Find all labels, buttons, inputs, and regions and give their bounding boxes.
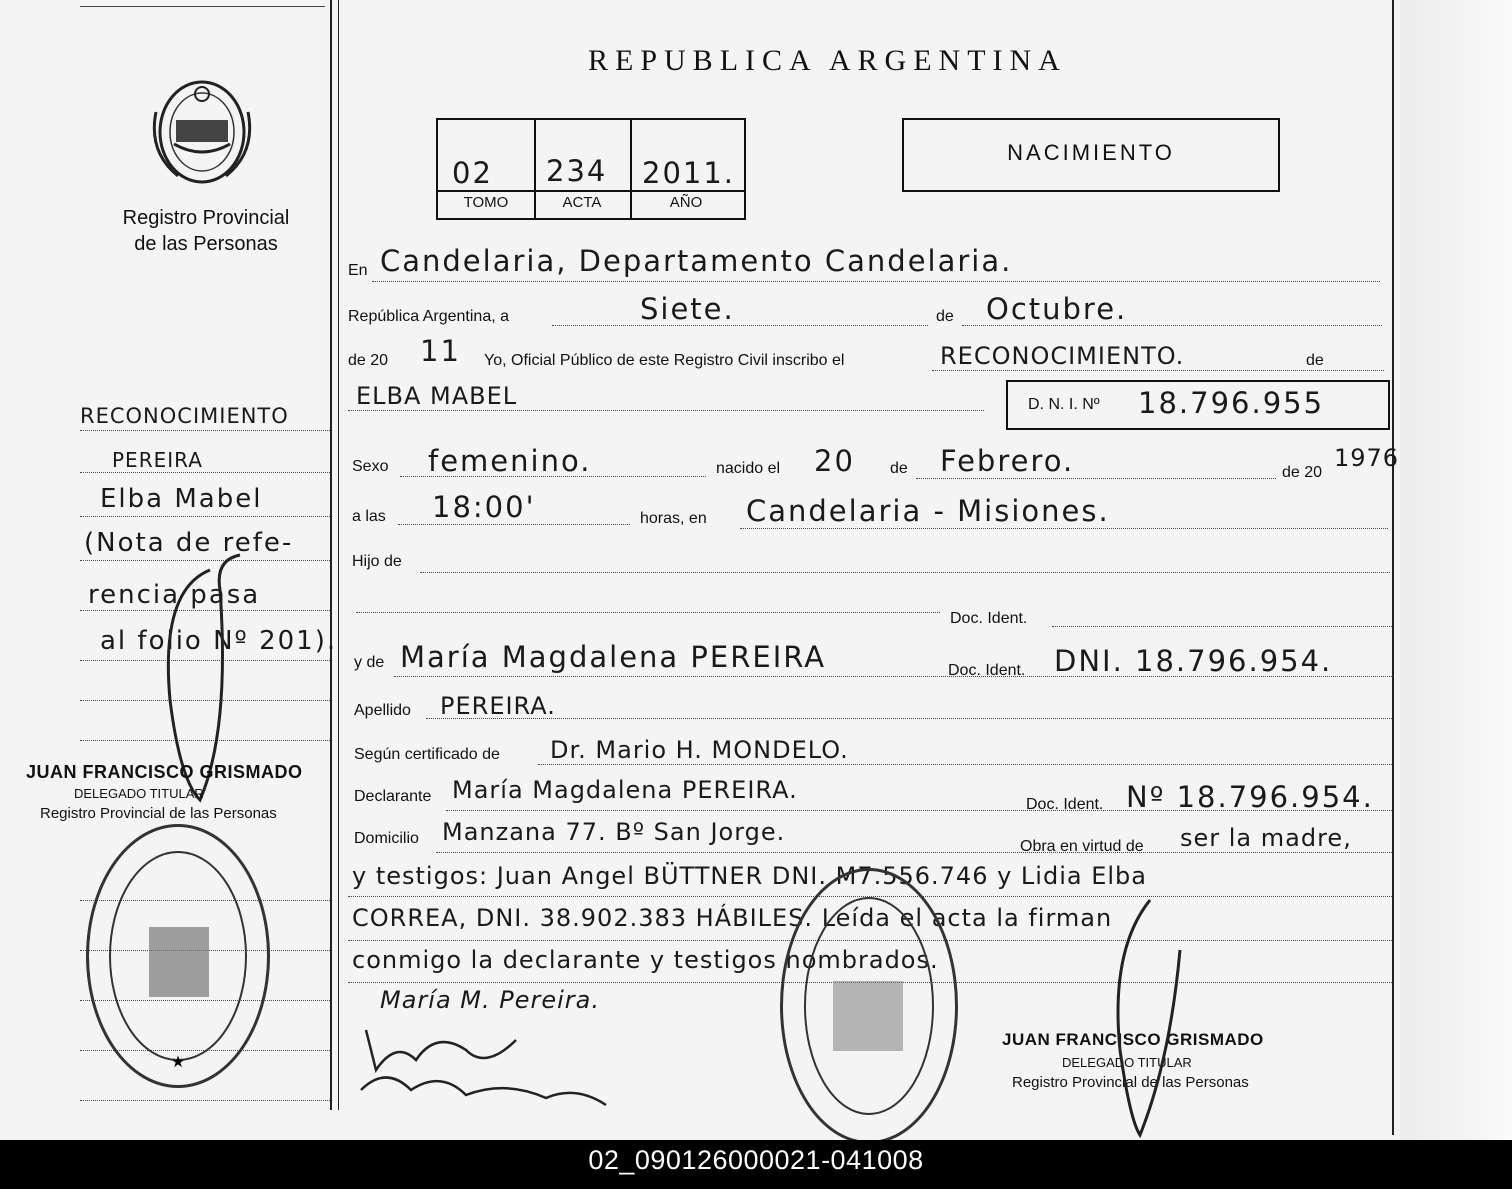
hijo-label: Hijo de — [352, 553, 402, 570]
right-stamp-title: DELEGADO TITULAR — [1062, 1055, 1192, 1070]
certificado-rule — [538, 764, 1392, 765]
declarante-rule — [446, 810, 1392, 811]
right-official-seal — [780, 868, 958, 1144]
apellido-value: PEREIRA. — [440, 692, 556, 720]
de-label-2: de — [1306, 352, 1324, 369]
de20b-label: de 20 — [1282, 464, 1323, 481]
anio-value: 2011. — [642, 156, 736, 190]
alas-label: a las — [352, 508, 386, 525]
hijo-rule — [420, 572, 1390, 573]
acta-label: ACTA — [562, 194, 602, 211]
record-number-box — [436, 118, 746, 220]
mes-value: Octubre. — [986, 292, 1128, 326]
sexo-label: Sexo — [352, 458, 389, 475]
dia-value: Siete. — [640, 292, 735, 326]
domicilio-rule — [436, 852, 1392, 853]
padre-rule — [356, 612, 940, 613]
sexo-rule — [400, 476, 706, 477]
act-type-label: NACIMIENTO — [1007, 140, 1175, 165]
margin-note-line-6: al folio Nº 201). — [100, 626, 338, 656]
declarante-value: María Magdalena PEREIRA. — [452, 776, 798, 804]
acta-value: 234 — [546, 154, 608, 188]
mes-nac-rule — [916, 478, 1276, 479]
dia-rule — [552, 325, 928, 326]
domicilio-label: Domicilio — [354, 830, 419, 847]
tomo-label: TOMO — [463, 194, 509, 211]
mes-rule — [962, 325, 1382, 326]
right-stamp-name: JUAN FRANCISCO GRISMADO — [1002, 1030, 1264, 1049]
margin-note-line-5: rencia pasa — [88, 580, 261, 610]
registry-line-1: Registro Provincial — [122, 207, 290, 229]
madre-doc-value: DNI. 18.796.954. — [1054, 644, 1333, 678]
margin-note-line-4: (Nota de refe- — [84, 528, 294, 558]
domicilio-value: Manzana 77. Bº San Jorge. — [442, 818, 786, 846]
top-rule-left — [80, 6, 325, 7]
en-label: En — [348, 262, 368, 279]
texto-linea-1: y testigos: Juan Angel BÜTTNER DNI. M7.556.746 y Lidia Elba — [352, 862, 1147, 890]
nombre-rule — [348, 410, 984, 411]
margin-rule-2 — [80, 472, 330, 473]
dni-label: D. N. I. Nº — [1028, 396, 1100, 413]
nacido-label: nacido el — [716, 460, 781, 477]
firma-declarante: María M. Pereira. — [380, 986, 600, 1014]
dni-box — [1006, 380, 1390, 430]
act-type-box — [902, 118, 1280, 192]
nombre-value: ELBA MABEL — [356, 382, 518, 410]
obra-value: ser la madre, — [1180, 824, 1352, 852]
doc-ident-label-declarante: Doc. Ident. — [1026, 796, 1104, 813]
margin-rule-13 — [80, 1100, 330, 1101]
left-stamp-title: DELEGADO TITULAR — [74, 786, 204, 801]
lugar-value: Candelaria - Misiones. — [746, 494, 1110, 528]
nacido-dia: 20 — [814, 444, 855, 478]
document-id: 02_090126000021-041008 — [588, 1145, 924, 1175]
de-label: de — [936, 308, 954, 325]
sexo-value: femenino. — [428, 444, 592, 478]
texto-linea-3: conmigo la declarante y testigos nombrados. — [352, 946, 939, 974]
margin-note-line-1: RECONOCIMIENTO — [80, 404, 289, 428]
nacido-mes: Febrero. — [940, 444, 1075, 478]
doc-ident-label-madre: Doc. Ident. — [948, 662, 1026, 679]
de20-label: de 20 — [348, 352, 389, 369]
obra-label: Obra en virtud de — [1020, 838, 1144, 855]
republica-label: República Argentina, a — [348, 308, 509, 325]
segun-label: Según certificado de — [354, 746, 500, 763]
dni-value: 18.796.955 — [1138, 386, 1325, 420]
margin-rule-3 — [80, 516, 330, 517]
margin-rule-1 — [80, 430, 330, 431]
right-stamp-registry: Registro Provincial de las Personas — [1012, 1074, 1249, 1091]
svg-text:★: ★ — [170, 1052, 186, 1071]
en-value: Candelaria, Departamento Candelaria. — [380, 244, 1013, 278]
margin-note-line-2: PEREIRA — [112, 448, 203, 472]
certificado-value: Dr. Mario H. MONDELO. — [550, 736, 849, 764]
page-edge-shadow — [1400, 0, 1512, 1140]
anio-escrito: 11 — [420, 334, 461, 368]
texto-linea-2: CORREA, DNI. 38.902.383 HÁBILES. Leída el acta la firman — [352, 904, 1113, 932]
registry-name — [100, 205, 312, 257]
registry-line-2: de las Personas — [134, 233, 278, 255]
yde-label: y de — [354, 654, 385, 671]
padre-doc-rule — [1052, 626, 1392, 627]
page-right-border — [1392, 0, 1394, 1135]
coat-of-arms-emblem — [148, 72, 256, 190]
column-divider — [330, 0, 332, 1110]
horas-label: horas, en — [640, 510, 707, 527]
nacido-anio: 1976 — [1334, 444, 1400, 472]
margin-note-line-3: Elba Mabel — [100, 484, 263, 514]
declarante-label: Declarante — [354, 788, 432, 805]
doc-ident-label-padre: Doc. Ident. — [950, 610, 1028, 627]
anio-label: AÑO — [669, 194, 703, 211]
apellido-label: Apellido — [354, 702, 411, 719]
column-divider-inner — [338, 0, 339, 1110]
right-signature — [1090, 890, 1200, 1140]
left-stamp-name: JUAN FRANCISCO GRISMADO — [26, 762, 303, 782]
hora-value: 18:00' — [432, 490, 536, 524]
de-label-3: de — [890, 460, 908, 477]
declarante-doc-value: Nº 18.796.954. — [1126, 780, 1374, 814]
inscribo-rule — [932, 370, 1384, 371]
lugar-rule — [740, 528, 1388, 529]
signature-scribbles — [356, 1010, 776, 1110]
left-official-seal — [86, 824, 270, 1088]
apellido-rule — [426, 718, 1392, 719]
madre-value: María Magdalena PEREIRA — [400, 640, 827, 674]
tomo-value: 02 — [452, 156, 493, 190]
left-stamp-registry: Registro Provincial de las Personas — [40, 805, 277, 822]
inscribo-value: RECONOCIMIENTO. — [940, 342, 1185, 370]
yo-label: Yo, Oficial Público de este Registro Civil inscribo el — [484, 352, 845, 369]
madre-rule — [394, 676, 1394, 677]
page-title: REPUBLICA ARGENTINA — [588, 44, 1067, 77]
en-rule — [372, 281, 1380, 282]
hora-rule — [398, 524, 630, 525]
